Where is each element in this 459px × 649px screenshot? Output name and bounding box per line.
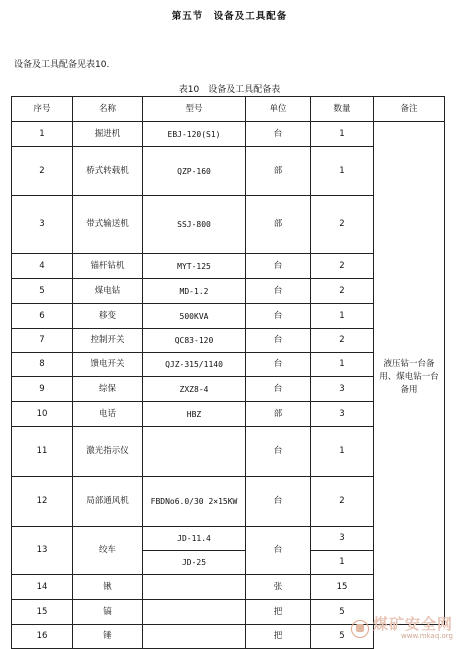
cell-qty: 15 [311,575,374,600]
site-logo-icon [351,620,369,638]
cell-qty: 5 [311,600,374,625]
cell-model: QC83-120 [143,329,246,353]
header-unit: 单位 [246,97,311,122]
cell-qty: 3 [311,377,374,402]
watermark-url: www.mkaq.org [401,632,453,640]
table-caption: 表10 设备及工具配备表 [178,85,281,95]
equipment-table [11,96,445,649]
cell-name: 电话 [73,402,143,427]
header-name: 名称 [73,97,143,122]
cell-unit: 部 [246,402,311,427]
cell-unit: 台 [246,427,311,477]
cell-unit: 台 [246,527,311,575]
cell-model: ZXZ8-4 [143,377,246,402]
cell-qty: 3 [311,402,374,427]
cell-qty: 1 [311,122,374,147]
cell-name: 锚杆钻机 [73,254,143,279]
cell-name: 桥式转载机 [73,147,143,196]
header-model: 型号 [143,97,246,122]
cell-no: 9 [12,377,73,402]
cell-model: 500KVA [143,304,246,329]
cell-qty: 2 [311,477,374,527]
cell-qty: 2 [311,254,374,279]
watermark-text: 煤矿安全网 [372,615,453,633]
cell-model [143,625,246,649]
cell-model: MD-1.2 [143,279,246,304]
cell-model [143,600,246,625]
intro-text: 设备及工具配备见表10. [14,60,110,70]
cell-unit: 部 [246,147,311,196]
cell-unit: 台 [246,477,311,527]
cell-unit: 张 [246,575,311,600]
cell-qty: 2 [311,279,374,304]
cell-no: 10 [12,402,73,427]
cell-qty: 3 [311,527,374,551]
cell-qty: 1 [311,551,374,575]
cell-unit: 把 [246,600,311,625]
cell-qty: 2 [311,196,374,254]
cell-name: 移变 [73,304,143,329]
remark-text: 液压钻一台备用、煤电钻一台备用 [379,358,439,395]
cell-unit: 台 [246,304,311,329]
cell-name: 馈电开关 [73,353,143,377]
cell-no: 13 [12,527,73,575]
cell-no: 3 [12,196,73,254]
cell-no: 4 [12,254,73,279]
cell-name: 局部通风机 [73,477,143,527]
cell-no: 1 [12,122,73,147]
header-no: 序号 [12,97,73,122]
cell-no: 7 [12,329,73,353]
watermark [351,617,453,640]
cell-unit: 台 [246,353,311,377]
cell-no: 16 [12,625,73,649]
cell-model [143,427,246,477]
cell-qty: 2 [311,329,374,353]
cell-name: 镐 [73,600,143,625]
cell-name: 锹 [73,575,143,600]
cell-no: 2 [12,147,73,196]
cell-no: 11 [12,427,73,477]
cell-model: SSJ-800 [143,196,246,254]
cell-unit: 部 [246,196,311,254]
cell-name: 激光指示仪 [73,427,143,477]
table-row [12,122,445,147]
header-remark: 备注 [374,97,445,122]
cell-qty: 5 [311,625,374,649]
cell-remark [374,122,445,625]
cell-unit: 台 [246,329,311,353]
table-header-row [12,97,445,122]
cell-no: 14 [12,575,73,600]
cell-name: 控制开关 [73,329,143,353]
cell-model: MYT-125 [143,254,246,279]
cell-no: 8 [12,353,73,377]
cell-name: 综保 [73,377,143,402]
cell-unit: 台 [246,377,311,402]
cell-model: QZP-160 [143,147,246,196]
cell-name: 绞车 [73,527,143,575]
header-qty: 数量 [311,97,374,122]
cell-model: QJZ-315/1140 [143,353,246,377]
cell-qty: 1 [311,304,374,329]
cell-name: 煤电钻 [73,279,143,304]
cell-no: 6 [12,304,73,329]
cell-no: 12 [12,477,73,527]
cell-name: 掘进机 [73,122,143,147]
cell-model [143,575,246,600]
cell-qty: 1 [311,147,374,196]
cell-unit: 把 [246,625,311,649]
watermark-text-block [373,617,453,640]
cell-qty: 1 [311,353,374,377]
cell-model: JD-11.4 [143,527,246,551]
cell-model: JD-25 [143,551,246,575]
cell-name: 锤 [73,625,143,649]
cell-model: HBZ [143,402,246,427]
cell-no: 5 [12,279,73,304]
cell-unit: 台 [246,122,311,147]
cell-model: EBJ-120(S1) [143,122,246,147]
cell-unit: 台 [246,279,311,304]
cell-qty: 1 [311,427,374,477]
cell-unit: 台 [246,254,311,279]
cell-no: 15 [12,600,73,625]
cell-name: 带式输送机 [73,196,143,254]
cell-model: FBDNo6.0/30 2×15KW [143,477,246,527]
section-title: 第五节 设备及工具配备 [171,11,288,22]
